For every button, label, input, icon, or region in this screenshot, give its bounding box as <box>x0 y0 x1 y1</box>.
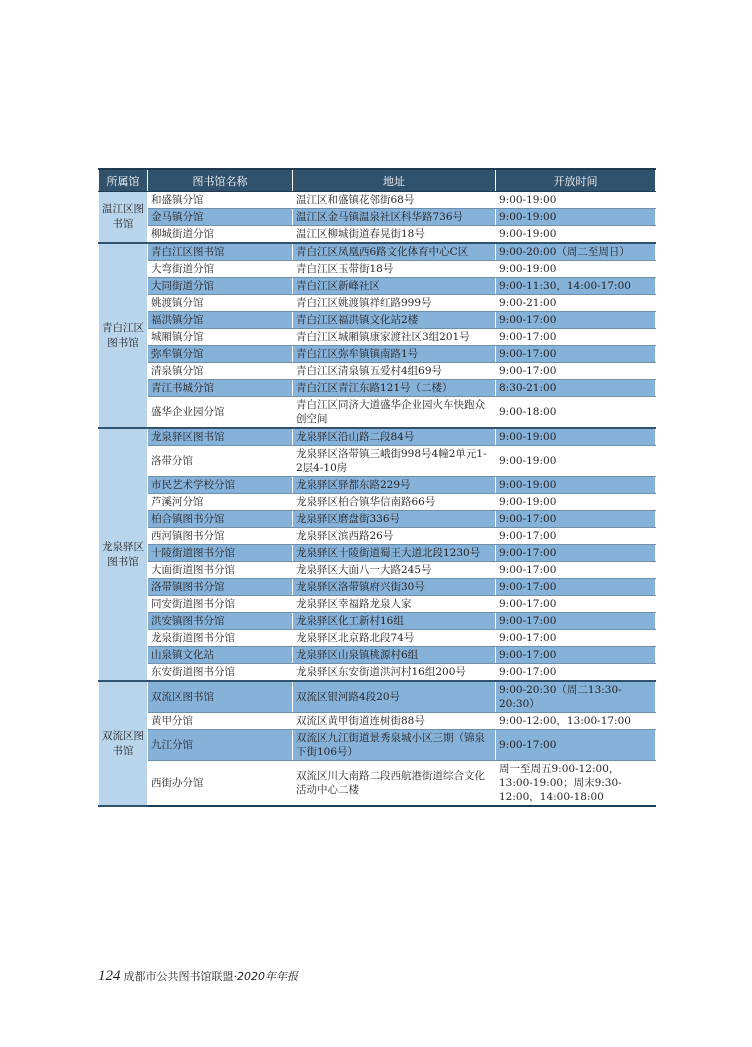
affiliated-library-cell: 青白江区图书馆 <box>99 243 148 428</box>
opening-hours-cell: 8:30-21:00 <box>496 380 656 397</box>
table-row <box>99 681 656 713</box>
library-name-cell: 柏合镇图书分馆 <box>148 511 293 528</box>
opening-hours-cell: 9:00-19:00 <box>496 494 656 511</box>
opening-hours-cell: 周一至周五9:00-12:00，13:00-19:00；周末9:30-12:00，14:00-18:00 <box>496 761 656 807</box>
address-cell: 温江区金马镇温泉社区科华路736号 <box>293 209 496 226</box>
library-name-cell: 龙泉街道图书分馆 <box>148 630 293 647</box>
opening-hours-cell: 9:00-17:00 <box>496 329 656 346</box>
table-row <box>99 579 656 596</box>
address-cell: 温江区和盛镇花邻街68号 <box>293 192 496 209</box>
opening-hours-cell: 9:00-19:00 <box>496 428 656 446</box>
table-row <box>99 346 656 363</box>
opening-hours-cell: 9:00-19:00 <box>496 209 656 226</box>
header-address: 地址 <box>293 169 496 192</box>
library-name-cell: 同安街道图书分馆 <box>148 596 293 613</box>
opening-hours-cell: 9:00-17:00 <box>496 579 656 596</box>
library-name-cell: 十陵街道图书分馆 <box>148 545 293 562</box>
opening-hours-cell: 9:00-17:00 <box>496 613 656 630</box>
affiliated-library-cell: 龙泉驿区图书馆 <box>99 428 148 681</box>
table-row <box>99 664 656 682</box>
address-cell: 温江区柳城街道春晃街18号 <box>293 226 496 244</box>
table-row <box>99 428 656 446</box>
table-row <box>99 511 656 528</box>
library-name-cell: 洛带分馆 <box>148 446 293 477</box>
table-row <box>99 446 656 477</box>
opening-hours-cell: 9:00-19:00 <box>496 192 656 209</box>
library-table <box>98 168 656 807</box>
opening-hours-cell: 9:00-17:00 <box>496 363 656 380</box>
table-row <box>99 562 656 579</box>
library-name-cell: 西河镇图书分馆 <box>148 528 293 545</box>
library-name-cell: 青江书城分馆 <box>148 380 293 397</box>
table-row <box>99 494 656 511</box>
opening-hours-cell: 9:00-19:00 <box>496 446 656 477</box>
opening-hours-cell: 9:00-17:00 <box>496 312 656 329</box>
library-name-cell: 弥牟镇分馆 <box>148 346 293 363</box>
library-name-cell: 东安街道图书分馆 <box>148 664 293 682</box>
table-row <box>99 613 656 630</box>
opening-hours-cell: 9:00-20:30（周二13:30-20:30） <box>496 681 656 713</box>
opening-hours-cell: 9:00-17:00 <box>496 596 656 613</box>
opening-hours-cell: 9:00-17:00 <box>496 528 656 545</box>
address-cell: 双流区九江街道景秀泉城小区三期（锦泉下街106号） <box>293 730 496 761</box>
affiliated-library-cell: 双流区图书馆 <box>99 681 148 806</box>
header-affiliation: 所属馆 <box>99 169 148 192</box>
address-cell: 龙泉驿区洛带镇三峨街998号4幢2单元1-2层4-10房 <box>293 446 496 477</box>
opening-hours-cell: 9:00-17:00 <box>496 545 656 562</box>
opening-hours-cell: 9:00-12:00，13:00-17:00 <box>496 713 656 730</box>
table-row <box>99 596 656 613</box>
library-name-cell: 盛华企业园分馆 <box>148 397 293 429</box>
address-cell: 青白江区凤凰西6路文化体育中心C区 <box>293 243 496 261</box>
address-cell: 双流区黄甲街道连树街88号 <box>293 713 496 730</box>
footer-org: 成都市公共图书馆联盟· <box>123 970 237 983</box>
table-row <box>99 329 656 346</box>
library-name-cell: 青白江区图书馆 <box>148 243 293 261</box>
address-cell: 青白江区玉带街18号 <box>293 261 496 278</box>
library-name-cell: 金马镇分馆 <box>148 209 293 226</box>
affiliated-library-cell: 温江区图书馆 <box>99 192 148 244</box>
library-name-cell: 福洪镇分馆 <box>148 312 293 329</box>
header-library-name: 图书馆名称 <box>148 169 293 192</box>
table-row <box>99 380 656 397</box>
address-cell: 青白江区新峰社区 <box>293 278 496 295</box>
opening-hours-cell: 9:00-17:00 <box>496 664 656 682</box>
table-row <box>99 278 656 295</box>
library-name-cell: 洪安镇图书分馆 <box>148 613 293 630</box>
library-name-cell: 双流区图书馆 <box>148 681 293 713</box>
library-name-cell: 大弯街道分馆 <box>148 261 293 278</box>
address-cell: 龙泉驿区洛带镇府兴街30号 <box>293 579 496 596</box>
library-name-cell: 市民艺术学校分馆 <box>148 477 293 494</box>
opening-hours-cell: 9:00-17:00 <box>496 630 656 647</box>
library-name-cell: 大面街道图书分馆 <box>148 562 293 579</box>
library-name-cell: 柳城街道分馆 <box>148 226 293 244</box>
address-cell: 青白江区青江东路121号（二楼） <box>293 380 496 397</box>
library-name-cell: 西街办分馆 <box>148 761 293 807</box>
opening-hours-cell: 9:00-20:00（周二至周日） <box>496 243 656 261</box>
page-footer <box>98 968 298 985</box>
address-cell: 青白江区同济大道盛华企业园火车快跑众创空间 <box>293 397 496 429</box>
table-row <box>99 630 656 647</box>
table-row <box>99 647 656 664</box>
header-opening-hours: 开放时间 <box>496 169 656 192</box>
table-row <box>99 545 656 562</box>
opening-hours-cell: 9:00-17:00 <box>496 730 656 761</box>
table-row <box>99 528 656 545</box>
address-cell: 龙泉驿区北京路北段74号 <box>293 630 496 647</box>
library-name-cell: 黄甲分馆 <box>148 713 293 730</box>
library-name-cell: 九江分馆 <box>148 730 293 761</box>
address-cell: 青白江区姚渡镇祥红路999号 <box>293 295 496 312</box>
address-cell: 青白江区福洪镇文化站2楼 <box>293 312 496 329</box>
address-cell: 龙泉驿区幸福路龙泉人家 <box>293 596 496 613</box>
table-row <box>99 261 656 278</box>
library-name-cell: 芦溪河分馆 <box>148 494 293 511</box>
address-cell: 龙泉驿区驿都东路229号 <box>293 477 496 494</box>
address-cell: 龙泉驿区东安街道洪河村16组200号 <box>293 664 496 682</box>
table-row <box>99 243 656 261</box>
opening-hours-cell: 9:00-19:00 <box>496 261 656 278</box>
library-name-cell: 城厢镇分馆 <box>148 329 293 346</box>
address-cell: 龙泉驿区大面八一大路245号 <box>293 562 496 579</box>
library-name-cell: 山泉镇文化站 <box>148 647 293 664</box>
table-row <box>99 397 656 429</box>
table-row <box>99 363 656 380</box>
library-name-cell: 姚渡镇分馆 <box>148 295 293 312</box>
table-row <box>99 192 656 209</box>
address-cell: 青白江区城厢镇康家渡社区3组201号 <box>293 329 496 346</box>
library-name-cell: 和盛镇分馆 <box>148 192 293 209</box>
table-row <box>99 761 656 807</box>
table-row <box>99 713 656 730</box>
address-cell: 龙泉驿区磨盘街336号 <box>293 511 496 528</box>
address-cell: 龙泉驿区山泉镇桃源村6组 <box>293 647 496 664</box>
library-name-cell: 清泉镇分馆 <box>148 363 293 380</box>
table-row <box>99 226 656 244</box>
footer-report: 2020年年报 <box>237 970 298 983</box>
opening-hours-cell: 9:00-17:00 <box>496 562 656 579</box>
address-cell: 龙泉驿区滨西路26号 <box>293 528 496 545</box>
table-row <box>99 295 656 312</box>
address-cell: 双流区川大南路二段西航港街道综合文化活动中心二楼 <box>293 761 496 807</box>
opening-hours-cell: 9:00-21:00 <box>496 295 656 312</box>
opening-hours-cell: 9:00-18:00 <box>496 397 656 429</box>
table-body <box>99 192 656 807</box>
address-cell: 龙泉驿区柏合镇华信南路66号 <box>293 494 496 511</box>
address-cell: 龙泉驿区化工新村16组 <box>293 613 496 630</box>
opening-hours-cell: 9:00-19:00 <box>496 477 656 494</box>
library-name-cell: 洛带镇图书分馆 <box>148 579 293 596</box>
table-row <box>99 312 656 329</box>
address-cell: 青白江区清泉镇五爱村4组69号 <box>293 363 496 380</box>
table-row <box>99 730 656 761</box>
opening-hours-cell: 9:00-19:00 <box>496 226 656 244</box>
address-cell: 双流区银河路4段20号 <box>293 681 496 713</box>
opening-hours-cell: 9:00-17:00 <box>496 647 656 664</box>
address-cell: 龙泉驿区沿山路二段84号 <box>293 428 496 446</box>
table-header-row <box>99 169 656 192</box>
opening-hours-cell: 9:00-17:00 <box>496 511 656 528</box>
address-cell: 龙泉驿区十陵街道蜀王大道北段1230号 <box>293 545 496 562</box>
page-number: 124 <box>98 968 121 984</box>
table-row <box>99 209 656 226</box>
opening-hours-cell: 9:00-11:30，14:00-17:00 <box>496 278 656 295</box>
library-name-cell: 大同街道分馆 <box>148 278 293 295</box>
address-cell: 青白江区弥牟镇镇南路1号 <box>293 346 496 363</box>
library-name-cell: 龙泉驿区图书馆 <box>148 428 293 446</box>
table-row <box>99 477 656 494</box>
opening-hours-cell: 9:00-17:00 <box>496 346 656 363</box>
